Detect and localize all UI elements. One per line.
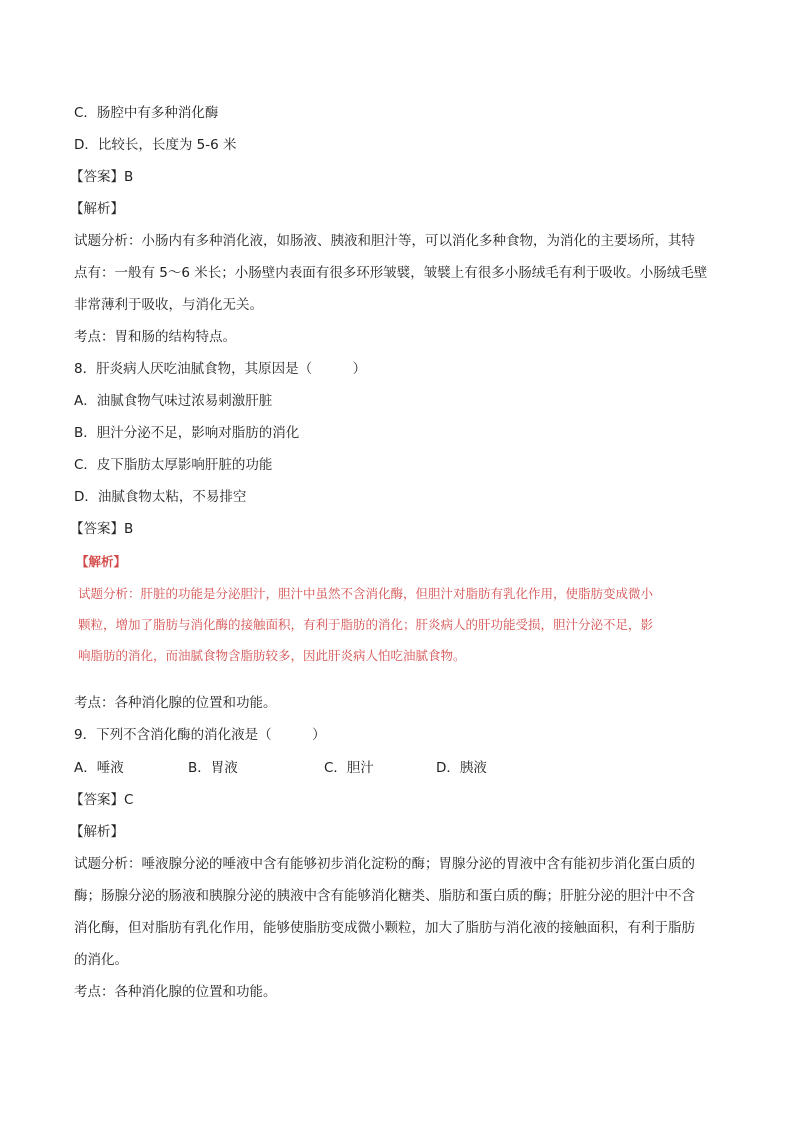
q7-kaodian: 考点：胃和肠的结构特点。 (74, 329, 236, 345)
q7-analysis-head: 【解析】 (70, 201, 124, 217)
q8-option-d: D．油腻食物太粘，不易排空 (74, 489, 247, 505)
q9-option-d: D．胰液 (436, 760, 487, 776)
q9-analysis-line-2: 酶；肠腺分泌的肠液和胰腺分泌的胰液中含有能够消化糖类、脂肪和蛋白质的酶；肝脏分泌的胆汁中不含 (74, 888, 695, 904)
q9-option-b: B．胃液 (188, 760, 238, 776)
q9-question: 9．下列不含消化酶的消化液是（ ） (74, 727, 326, 743)
q8-answer: 【答案】B (70, 521, 134, 537)
q9-option-c: C．胆汁 (324, 760, 374, 776)
q9-option-a: A．唾液 (74, 760, 124, 776)
q7-answer: 【答案】B (70, 169, 134, 185)
q8-analysis-line-2: 颗粒，增加了脂肪与消化酶的接触面积，有利于脂肪的消化；肝炎病人的肝功能受损，胆汁分泌不足，影 (78, 617, 654, 632)
q8-question: 8．肝炎病人厌吃油腻食物，其原因是（ ） (74, 361, 367, 377)
q9-analysis-head: 【解析】 (70, 824, 124, 840)
q9-analysis-line-4: 的消化。 (74, 952, 128, 968)
q9-analysis-line-1: 试题分析：唾液腺分泌的唾液中含有能够初步消化淀粉的酶；胃腺分泌的胃液中含有能初步消化蛋白质的 (74, 856, 695, 872)
q8-kaodian: 考点：各种消化腺的位置和功能。 (74, 695, 277, 711)
q7-option-c: C．肠腔中有多种消化酶 (74, 105, 219, 121)
q8-option-a: A．油腻食物气味过浓易刺激肝脏 (74, 393, 273, 409)
q7-analysis-line-2: 点有：一般有 5～6 米长；小肠壁内表面有很多环形皱襞，皱襞上有很多小肠绒毛有利于吸收。小肠绒毛壁 (74, 265, 708, 281)
q8-analysis-block (70, 552, 670, 671)
q9-kaodian: 考点：各种消化腺的位置和功能。 (74, 984, 277, 1000)
q8-analysis-line-1: 试题分析：肝脏的功能是分泌胆汁，胆汁中虽然不含消化酶，但胆汁对脂肪有乳化作用，使脂肪变成微小 (78, 586, 654, 601)
q8-analysis-line-3: 响脂肪的消化，而油腻食物含脂肪较多，因此肝炎病人怕吃油腻食物。 (78, 648, 466, 663)
q7-analysis-line-1: 试题分析：小肠内有多种消化液，如肠液、胰液和胆汁等，可以消化多种食物，为消化的主要场所，其特 (74, 233, 695, 249)
q9-answer: 【答案】C (70, 792, 134, 808)
q8-analysis-head: 【解析】 (76, 554, 127, 569)
q7-analysis-line-3: 非常薄利于吸收，与消化无关。 (74, 297, 263, 313)
q9-analysis-line-3: 消化酶，但对脂肪有乳化作用，能够使脂肪变成微小颗粒，加大了脂肪与消化液的接触面积，有利于脂肪 (74, 920, 695, 936)
q8-option-b: B．胆汁分泌不足，影响对脂肪的消化 (74, 425, 300, 441)
q7-option-d: D．比较长，长度为 5-6 米 (74, 137, 237, 153)
q8-option-c: C．皮下脂肪太厚影响肝脏的功能 (74, 457, 273, 473)
